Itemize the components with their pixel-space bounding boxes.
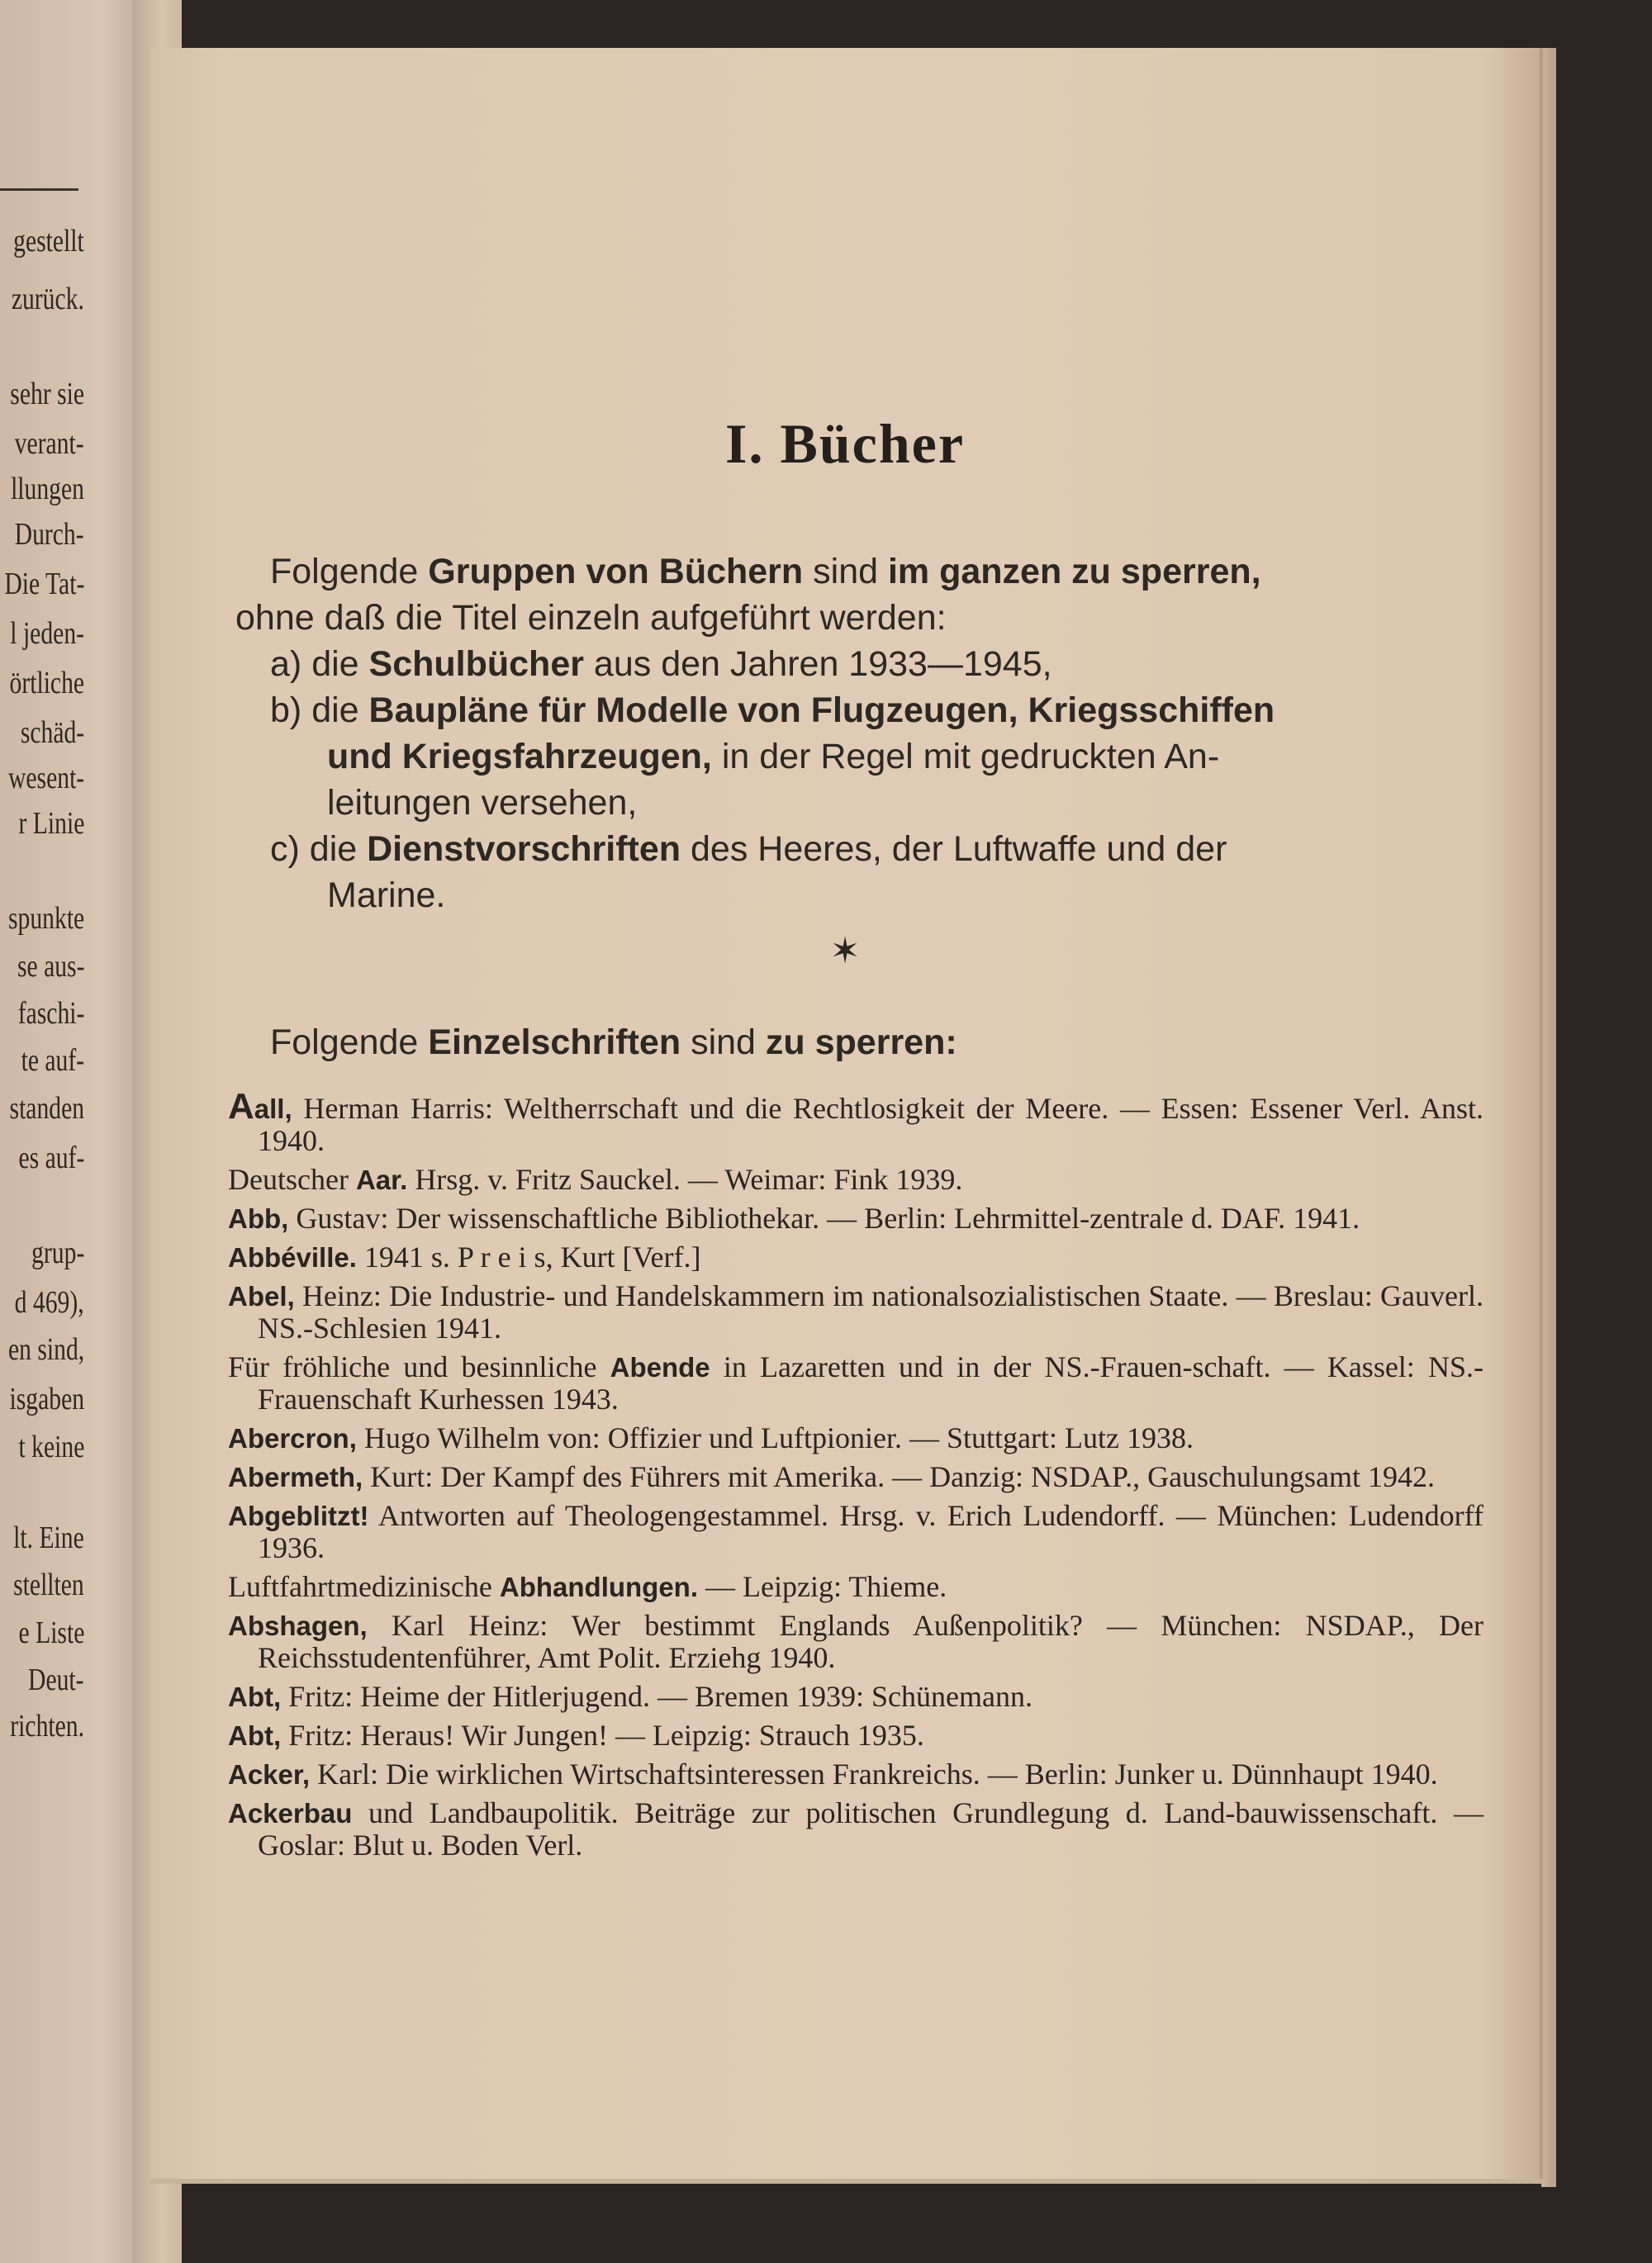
entry-keyword: Abende [610, 1352, 710, 1383]
item-b-line-2: und Kriegsfahrzeugen, in der Regel mit gedruckten An- [327, 737, 1220, 776]
item-a: a) die Schulbücher aus den Jahren 1933—1945, [270, 644, 1052, 684]
page-heading: I. Bücher [725, 412, 965, 475]
entry-keyword: Abt, [228, 1720, 282, 1751]
item-c-line-2: Marine. [327, 875, 446, 915]
entry-prefix: Für fröhliche und besinnliche [228, 1350, 610, 1383]
entry-text: Antworten auf Theologengestammel. Hrsg. v. Erich Ludendorff. — München: Ludendorff 1936. [258, 1499, 1483, 1564]
entry-prefix: Deutscher [228, 1163, 356, 1196]
left-page-fragment: se aus- [17, 949, 84, 984]
bibliography-entry [228, 1610, 1483, 1674]
left-page-fragment: isgaben [9, 1382, 84, 1416]
entry-text: Hrsg. v. Fritz Sauckel. — Weimar: Fink 1939. [407, 1163, 963, 1196]
bibliography-entry [228, 1571, 1483, 1603]
bibliography-entry [228, 1681, 1483, 1713]
entry-keyword: Abgeblitzt! [228, 1501, 369, 1531]
left-page-fragment: verant- [15, 426, 84, 461]
left-page-fragment: llungen [11, 472, 84, 506]
entry-text: Kurt: Der Kampf des Führers mit Amerika. — Danzig: NSDAP., Gauschulungsamt 1942. [363, 1460, 1436, 1493]
left-page-fragment: sehr sie [10, 377, 84, 411]
entry-text: Herman Harris: Weltherrschaft und die Rechtlosigkeit der Meere. — Essen: Essener Verl. Anst. 1940. [258, 1092, 1483, 1157]
left-page-fragment: standen [9, 1091, 84, 1126]
bibliography-entry [228, 1461, 1483, 1493]
entry-text: in Lazaretten und in der NS.-Frauen-schaft. — Kassel: NS.-Frauenschaft Kurhessen 1943. [258, 1350, 1483, 1416]
entry-keyword: Abercron, [228, 1423, 357, 1454]
entry-keyword: Abermeth, [228, 1462, 363, 1492]
entry-text: Fritz: Heraus! Wir Jungen! — Leipzig: Strauch 1935. [281, 1719, 924, 1752]
bibliography-entry [228, 1086, 1483, 1157]
entry-keyword: Abel, [228, 1281, 295, 1312]
left-page-fragment: zurück. [11, 282, 84, 316]
entry-text: Karl Heinz: Wer bestimmt Englands Außenpolitik? — München: NSDAP., Der Reichsstudentenführer, Amt Polit. Erziehg 1940. [258, 1609, 1483, 1674]
entry-text: Hugo Wilhelm von: Offizier und Luftpionier. — Stuttgart: Lutz 1938. [356, 1421, 1194, 1454]
bibliography-entry [228, 1351, 1483, 1416]
bibliography-entry [228, 1164, 1483, 1196]
entry-keyword: Abt, [228, 1682, 282, 1712]
entry-text: und Landbaupolitik. Beiträge zur politischen Grundlegung d. Land-bauwissenschaft. — Goslar: Blut u. Boden Verl. [258, 1796, 1483, 1862]
left-page-fragment: gestellt [13, 224, 84, 259]
page-edge [1541, 48, 1556, 2187]
item-c: c) die Dienstvorschriften des Heeres, der Luftwaffe und der [270, 829, 1227, 869]
entry-text: Heinz: Die Industrie- und Handelskammern im nationalsozialistischen Staate. — Breslau: Gauverl. NS.-Schlesien 1941. [258, 1279, 1483, 1345]
entry-keyword: Ackerbau [228, 1798, 353, 1829]
left-page-fragment: grup- [31, 1236, 84, 1270]
entry-prefix: Luftfahrtmedizinische [228, 1570, 500, 1603]
left-page-fragment: spunkte [7, 901, 84, 936]
bibliography-entry [228, 1758, 1483, 1791]
bibliography-entry [228, 1280, 1483, 1345]
bibliography-entry [228, 1500, 1483, 1564]
einzelschriften-heading: Folgende Einzelschriften sind zu sperren: [270, 1022, 957, 1062]
left-page [0, 0, 149, 2263]
left-page-fragment: stellten [13, 1568, 84, 1602]
entry-list [228, 1086, 1483, 1868]
entry-keyword: Acker, [228, 1759, 311, 1790]
bibliography-entry [228, 1797, 1483, 1862]
entry-text: 1941 s. P r e i s, Kurt [Verf.] [356, 1241, 701, 1274]
left-page-fragment: es auf- [18, 1141, 84, 1175]
bibliography-entry [228, 1203, 1483, 1235]
left-page-fragment: schäd- [20, 715, 84, 750]
intro-line-1: Folgende Gruppen von Büchern sind im ganzen zu sperren, [270, 552, 1261, 591]
left-page-fragment: r Linie [18, 806, 84, 841]
left-page-fragment: richten. [10, 1709, 84, 1744]
entry-keyword: Abhandlungen. [499, 1572, 699, 1602]
entry-keyword: Abb, [228, 1203, 289, 1234]
left-page-fragment: Die Tat- [4, 567, 84, 601]
bibliography-entry [228, 1422, 1483, 1454]
left-page-fragment: Deut- [28, 1663, 84, 1697]
left-page-fragment: en sind, [7, 1332, 84, 1367]
book-page [150, 48, 1543, 2179]
left-page-fragment: e Liste [18, 1615, 84, 1650]
item-b-line-3: leitungen versehen, [327, 783, 638, 823]
left-page-fragment: t keine [18, 1430, 84, 1464]
entry-keyword: Abshagen, [228, 1611, 368, 1641]
entry-text: Gustav: Der wissenschaftliche Bibliothekar. — Berlin: Lehrmittel-zentrale d. DAF. 1941. [288, 1202, 1360, 1235]
left-page-fragment: örtliche [9, 666, 84, 700]
entry-text: Fritz: Heime der Hitlerjugend. — Bremen 1939: Schünemann. [281, 1680, 1032, 1713]
item-b: b) die Baupläne für Modelle von Flugzeugen, Kriegsschiffen [270, 690, 1275, 730]
entry-text: Karl: Die wirklichen Wirtschaftsinteressen Frankreichs. — Berlin: Junker u. Dünnhaupt 1940. [310, 1758, 1438, 1791]
bibliography-entry [228, 1241, 1483, 1274]
entry-text: — Leipzig: Thieme. [698, 1570, 947, 1603]
left-page-fragment: faschi- [17, 996, 84, 1031]
left-page-fragment: d 469), [15, 1285, 84, 1320]
left-page-fragment: l jeden- [10, 616, 84, 651]
left-page-rule [0, 188, 78, 191]
left-page-fragment: Durch- [15, 517, 84, 552]
entry-keyword: Abbéville. [228, 1242, 357, 1273]
left-page-fragment: lt. Eine [13, 1521, 84, 1555]
left-page-fragment: te auf- [21, 1043, 84, 1078]
entry-keyword: all, [254, 1094, 292, 1124]
intro-line-2: ohne daß die Titel einzeln aufgeführt werden: [235, 598, 947, 638]
bibliography-entry [228, 1720, 1483, 1752]
separator-star: ✶ [829, 930, 861, 972]
entry-initial: A [228, 1086, 254, 1127]
entry-keyword: Aar. [355, 1165, 408, 1195]
left-page-fragment: wesent- [7, 761, 84, 795]
